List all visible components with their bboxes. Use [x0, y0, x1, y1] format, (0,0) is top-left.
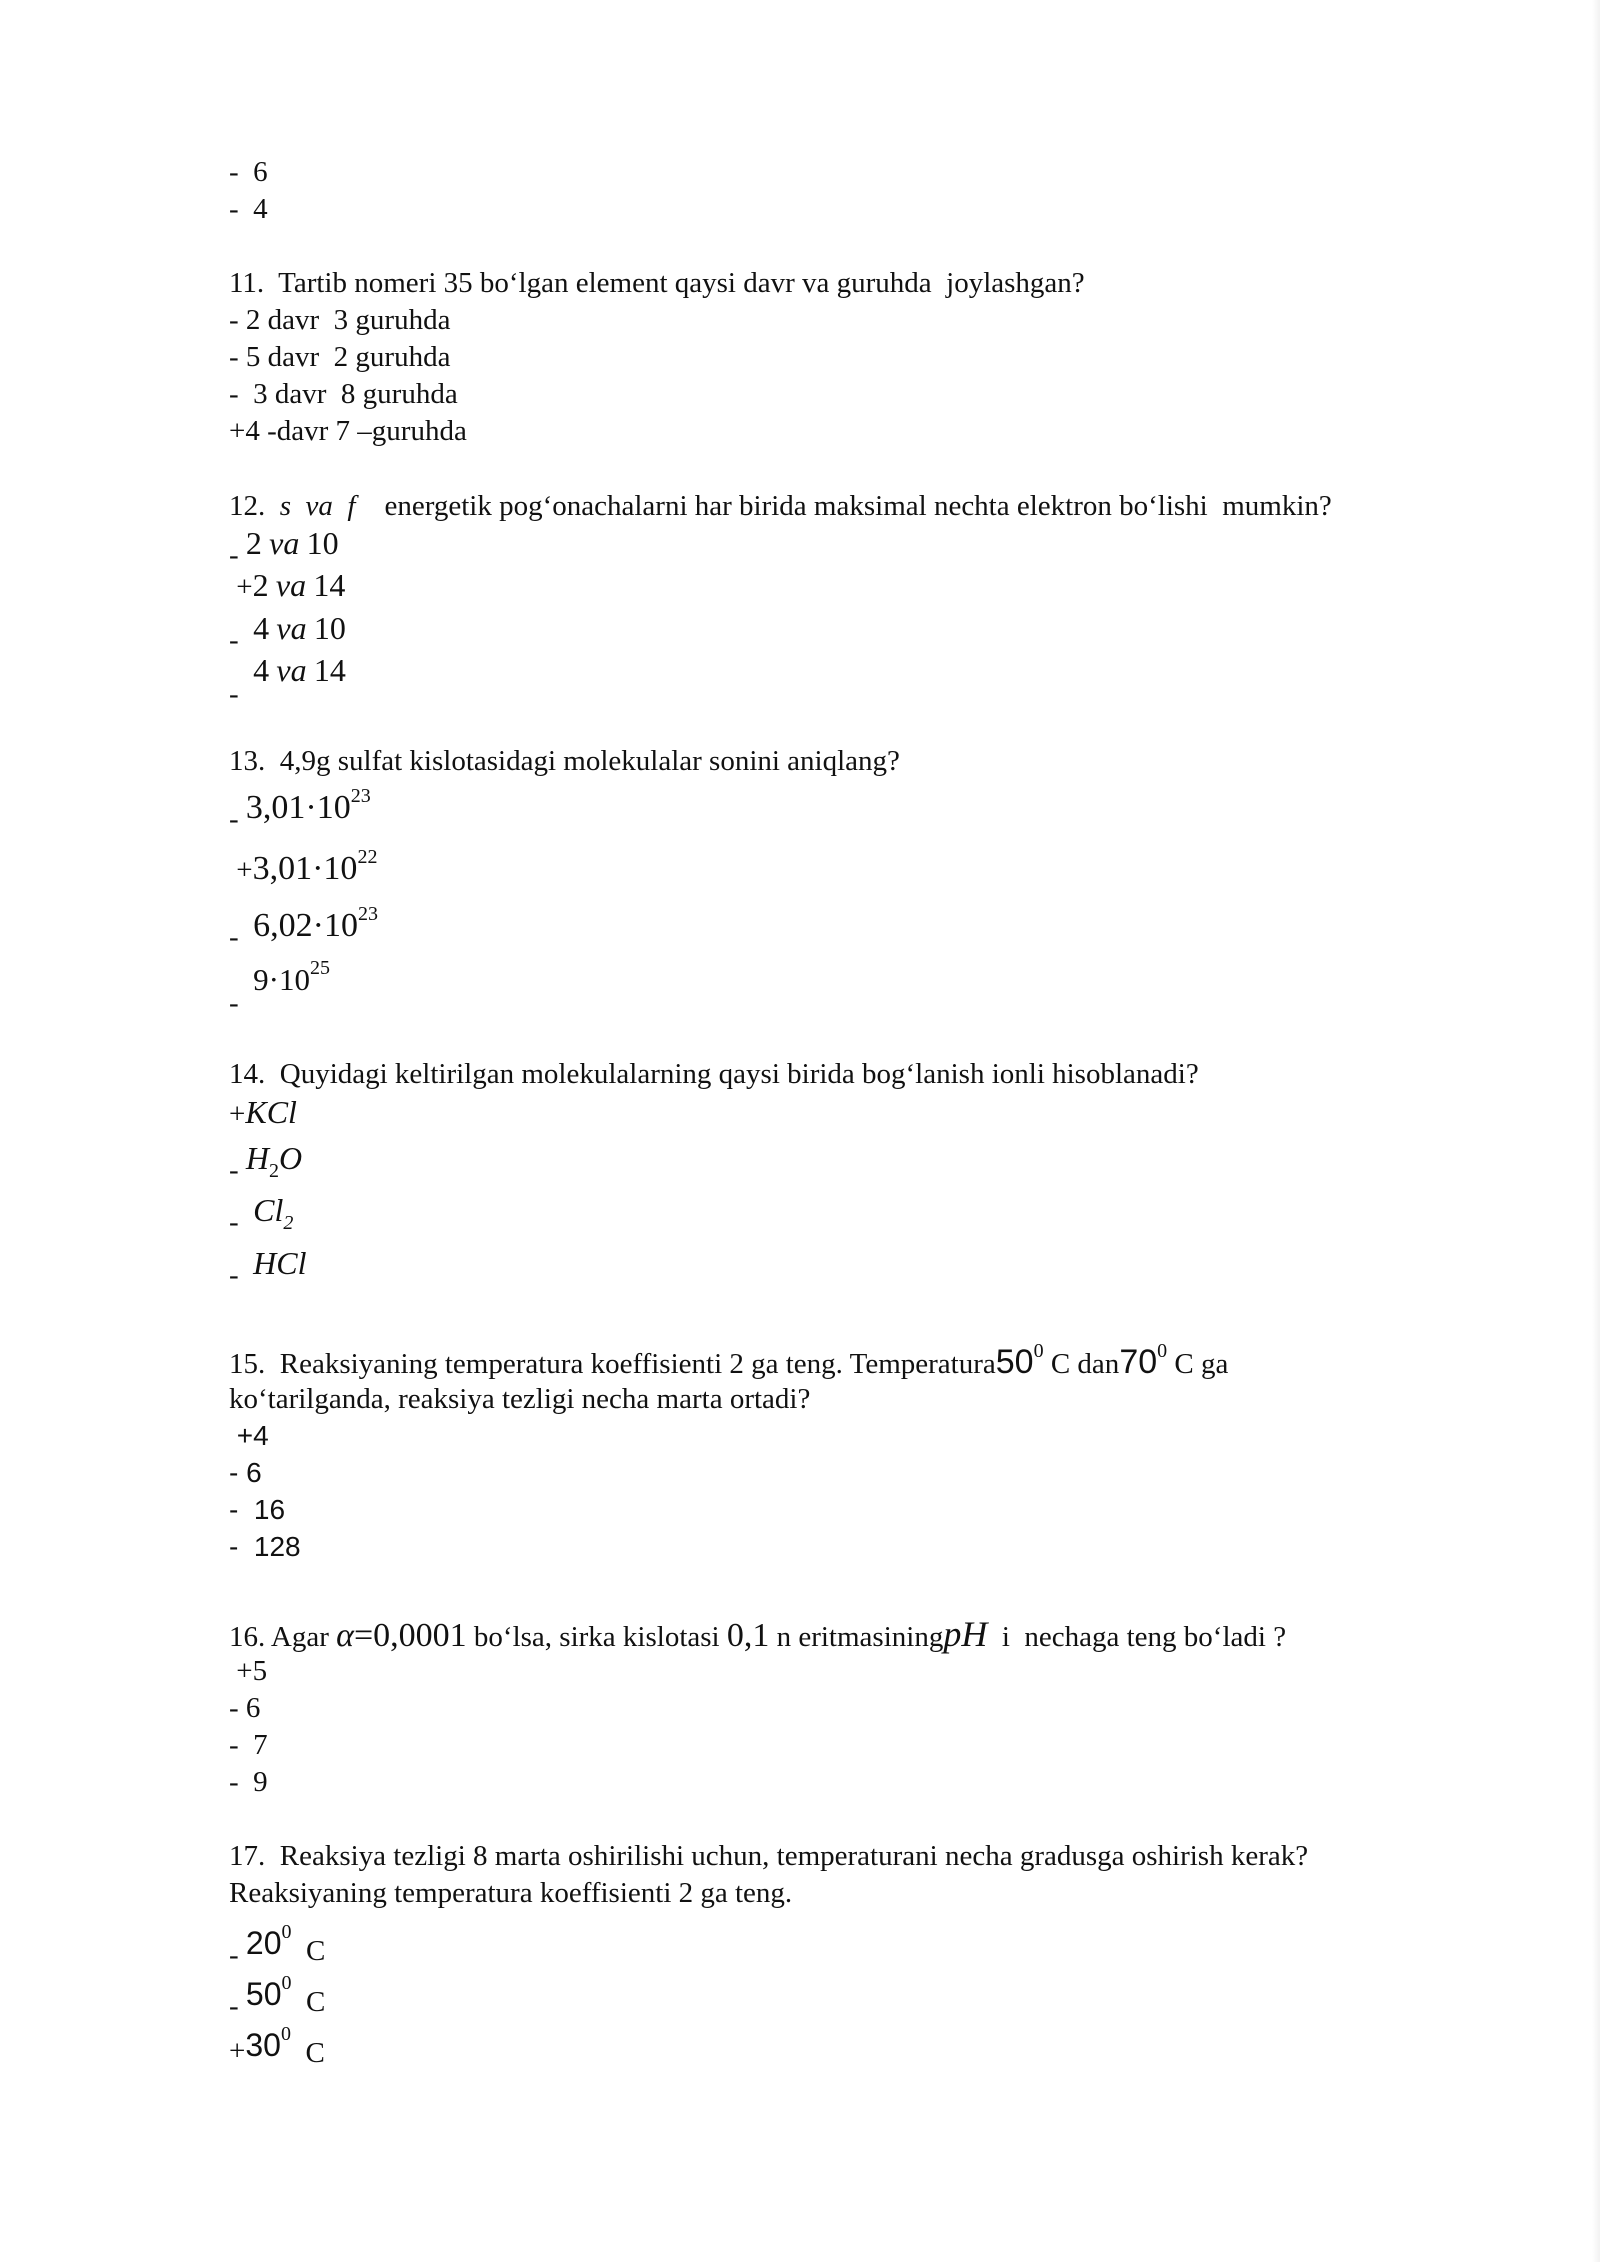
q14-option-3-sub: 2: [283, 1212, 294, 1234]
q13-option-2-exp: 22: [357, 846, 378, 868]
q12-va: va: [305, 490, 333, 522]
q17-option-2-value: 50: [245, 1976, 282, 2012]
q15-option-1: +4: [229, 1420, 269, 1451]
q16-question: [229, 1616, 1286, 1655]
q13-option-3-base: 6,02·10: [253, 907, 358, 944]
q14-option-2-o: O: [279, 1140, 303, 1176]
q17-option-1: [229, 1921, 326, 1971]
q14-option-3: [229, 1192, 294, 1238]
q13-question: 13. 4,9g sulfat kislotasidagi molekulalar sonini aniqlang?: [229, 745, 900, 777]
q12-option-3-a: 4: [253, 610, 270, 646]
q12-option-4-b: 14: [313, 652, 346, 688]
q14-option-2-sub: 2: [269, 1160, 280, 1182]
q14-option-2-h: H: [245, 1140, 270, 1176]
q12-option-3-b: 10: [313, 610, 346, 646]
q11-option-1: - 2 davr 3 guruhda: [229, 304, 451, 336]
q12-option-3-marker: -: [229, 624, 239, 656]
q14-question: 14. Quyidagi keltirilgan molekulalarning qaysi birida bog‘lanish ionli hisoblanadi?: [229, 1058, 1199, 1090]
q16-text-4: i nechaga teng bo‘ladi ?: [987, 1621, 1287, 1653]
q12-option-4: [229, 652, 346, 710]
q12-option-3-va: va: [276, 610, 307, 646]
q13-option-4: [229, 957, 330, 1019]
q14-option-2-marker: -: [229, 1154, 239, 1186]
q15-text-3: C ga: [1167, 1348, 1229, 1380]
q12-option-4-marker: -: [229, 678, 239, 710]
q17-option-2-unit: C: [306, 1986, 326, 2018]
page-edge-shadow: [1592, 0, 1600, 2262]
q15-t2: 70: [1119, 1343, 1158, 1381]
q14-option-1: [229, 1094, 297, 1132]
q17-option-1-marker: -: [229, 1939, 239, 1971]
q12-option-1-a: 2: [245, 525, 262, 561]
q12-option-3: [229, 610, 346, 656]
q17-option-1-exp: 0: [281, 1921, 292, 1943]
q14-option-4-marker: -: [229, 1259, 239, 1291]
q16-text-1: 16. Agar: [229, 1621, 337, 1653]
q15-option-4: - 128: [229, 1531, 301, 1562]
q15-t1-exp: 0: [1033, 1340, 1044, 1362]
q13-option-3-marker: -: [229, 921, 239, 953]
q16-ph: pH: [943, 1614, 988, 1654]
q14-option-1-marker: +: [229, 1098, 246, 1130]
q13-option-1: [229, 785, 371, 835]
q12-option-4-va: va: [276, 652, 307, 688]
q10-option-4: - 4: [229, 193, 268, 225]
q12-f-sublevel: f: [347, 490, 356, 522]
q15-text-1: 15. Reaksiyaning temperatura koeffisienti 2 ga teng. Temperatura: [229, 1348, 996, 1380]
q15-t1: 50: [995, 1343, 1034, 1381]
q12-number: 12.: [229, 490, 266, 522]
q12-option-2-va: va: [275, 567, 307, 603]
q17-option-1-unit: C: [306, 1935, 326, 1967]
q15-text-2: C dan: [1043, 1348, 1120, 1380]
q15-option-3: - 16: [229, 1494, 286, 1525]
q12-option-2-b: 14: [313, 567, 346, 603]
q17-question-line-1: 17. Reaksiya tezligi 8 marta oshirilishi uchun, temperaturani necha gradusga oshirish kerak?: [229, 1840, 1309, 1872]
q17-option-2-exp: 0: [281, 1972, 292, 1994]
q11-option-3: - 3 davr 8 guruhda: [229, 378, 458, 410]
q12-option-1: [229, 525, 339, 571]
q12-option-1-va: va: [269, 525, 300, 561]
q16-alpha-value: =0,0001: [353, 1617, 467, 1654]
q14-option-1-formula: KCl: [245, 1094, 297, 1130]
q13-option-1-marker: -: [229, 803, 239, 835]
q16-option-4: - 9: [229, 1766, 268, 1798]
q16-concentration: 0,1: [726, 1617, 770, 1654]
q15-t2-exp: 0: [1157, 1340, 1168, 1362]
q12-option-1-marker: -: [229, 539, 239, 571]
q16-option-2: - 6: [229, 1692, 261, 1724]
q16-option-3: - 7: [229, 1729, 268, 1761]
q15-question-line-2: ko‘tarilganda, reaksiya tezligi necha marta ortadi?: [229, 1383, 811, 1415]
q10-option-3: - 6: [229, 156, 268, 188]
q13-option-2-marker: +: [236, 854, 253, 886]
q12-option-2-a: 2: [252, 567, 269, 603]
q11-option-4: +4 -davr 7 –guruhda: [229, 415, 467, 447]
q12-option-2: [229, 567, 345, 605]
q17-option-3-unit: C: [305, 2037, 325, 2069]
q16-text-2: bo‘lsa, sirka kislotasi: [466, 1621, 727, 1653]
q13-option-4-exp: 25: [310, 957, 330, 979]
q17-option-3-marker: +: [229, 2035, 246, 2067]
q17-option-3: [229, 2023, 325, 2069]
q16-option-1: +5: [229, 1655, 268, 1687]
q11-question: 11. Tartib nomeri 35 bo‘lgan element qaysi davr va guruhda joylashgan?: [229, 267, 1085, 299]
q13-option-3-exp: 23: [358, 903, 378, 925]
q14-option-4-formula: HCl: [253, 1245, 307, 1281]
q12-question: [229, 488, 1332, 524]
q13-option-4-base: 9·10: [253, 962, 310, 997]
q13-option-2: [229, 846, 378, 891]
q14-option-3-marker: -: [229, 1206, 239, 1238]
q17-option-1-value: 20: [245, 1925, 282, 1961]
q15-question-line-1: [229, 1340, 1229, 1385]
q17-option-2: [229, 1972, 326, 2022]
q11-option-2: - 5 davr 2 guruhda: [229, 341, 451, 373]
q12-option-2-marker: +: [236, 571, 253, 603]
q17-option-2-marker: -: [229, 1990, 239, 2022]
q16-alpha: α: [336, 1617, 354, 1654]
q13-option-2-base: 3,01·10: [252, 850, 358, 887]
q12-option-1-b: 10: [306, 525, 339, 561]
q13-option-4-marker: -: [229, 987, 239, 1019]
q12-s-sublevel: s: [279, 490, 292, 522]
q16-text-3: n eritmasining: [769, 1621, 944, 1653]
q14-option-4: [229, 1245, 307, 1291]
q14-option-3-cl: Cl: [253, 1192, 284, 1228]
q17-option-3-value: 30: [245, 2027, 281, 2063]
q17-option-3-exp: 0: [280, 2023, 291, 2045]
q13-option-3: [229, 903, 378, 953]
q14-option-2: [229, 1140, 303, 1186]
q13-option-1-base: 3,01·10: [245, 789, 351, 826]
q17-question-line-2: Reaksiyaning temperatura koeffisienti 2 ga teng.: [229, 1877, 793, 1909]
q15-option-2: - 6: [229, 1457, 262, 1488]
q12-question-text: energetik pog‘onachalarni har birida maksimal nechta elektron bo‘lishi mumkin?: [384, 490, 1332, 522]
q12-option-4-a: 4: [253, 652, 270, 688]
q13-option-1-exp: 23: [350, 785, 371, 807]
